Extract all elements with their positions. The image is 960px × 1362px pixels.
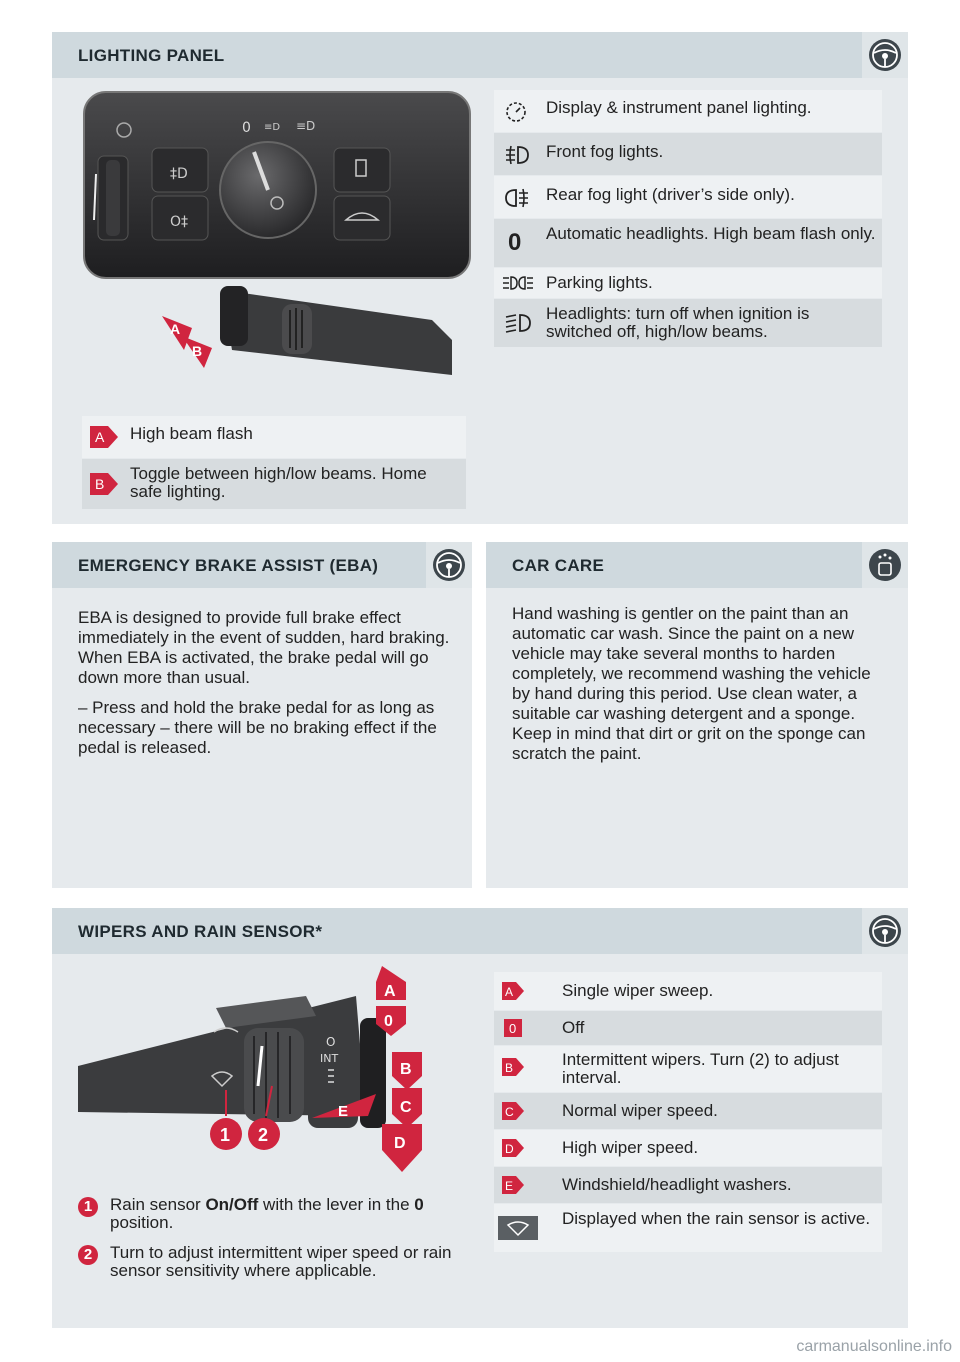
wiper-row-0-text: Off	[562, 1018, 585, 1037]
wiper-row-b	[494, 1046, 882, 1092]
red-arrow-a-marker	[502, 982, 524, 1000]
red-square-zero-marker	[504, 1019, 522, 1037]
note-1	[110, 1196, 470, 1232]
car-care-title: CAR CARE	[512, 556, 605, 575]
svg-text:O‡: O‡	[170, 214, 189, 230]
note-1-bold-onoff: On/Off	[205, 1195, 259, 1214]
svg-text:INT: INT	[320, 1052, 339, 1065]
svg-text:D: D	[394, 1135, 406, 1152]
red-arrow-b-marker	[90, 473, 118, 495]
wiper-row-0	[494, 1011, 882, 1045]
eba-body	[78, 608, 458, 768]
car-care-paragraph: Hand washing is gentler on the paint than an automatic car wash. Since the paint on a new vehicle may take several months to harden completely, we recommend washing the vehicle by hand during this period. Use clean water, a suitable car washing detergent and a sponge. Keep in mind that dirt or grit on the sponge can scratch the paint.	[512, 604, 871, 763]
svg-text:B: B	[505, 1061, 514, 1075]
instrument-lighting-icon	[504, 100, 528, 124]
svg-text:0: 0	[384, 1013, 393, 1030]
eba-title: EMERGENCY BRAKE ASSIST (EBA)	[78, 556, 379, 575]
rain-sensor-icon	[498, 1216, 538, 1240]
svg-text:≡D: ≡D	[296, 119, 316, 133]
lighting-row-5	[494, 268, 882, 298]
wiper-row-c	[494, 1093, 882, 1129]
lighting-row-5-text: Parking lights.	[546, 273, 653, 292]
lever-row-a-text: High beam flash	[130, 424, 253, 443]
note-1-text-b: with the lever in the	[258, 1195, 415, 1214]
car-care-header	[486, 542, 908, 588]
switch-zero-label: 0	[242, 120, 251, 136]
note-1-text-c: position.	[110, 1213, 174, 1232]
svg-text:A: A	[505, 985, 514, 999]
svg-text:B: B	[400, 1061, 412, 1078]
headlights-icon	[504, 311, 532, 335]
car-care-badge	[862, 542, 908, 588]
lighting-row-1	[494, 90, 882, 132]
lever-row-b-text: Toggle between high/low beams. Home safe lighting.	[130, 464, 427, 501]
wiper-row-a	[494, 972, 882, 1010]
lighting-panel-section	[52, 32, 908, 524]
wiper-stalk-illustration	[76, 966, 496, 1188]
note-1-bold-zero: 0	[414, 1195, 424, 1214]
stalk-label-b: B	[192, 343, 203, 359]
steering-wheel-icon	[867, 913, 903, 949]
lighting-row-3-text: Rear fog light (driver’s side only).	[546, 185, 795, 204]
wiper-row-d	[494, 1130, 882, 1166]
svg-text:0: 0	[509, 1021, 517, 1036]
rear-fog-icon	[504, 186, 530, 210]
wiper-row-rain-sensor	[494, 1204, 882, 1252]
stalk-label-a: A	[170, 321, 181, 337]
lighting-panel-header	[52, 32, 908, 78]
svg-text:E: E	[338, 1103, 349, 1120]
red-arrow-e-marker	[502, 1176, 524, 1194]
wiper-row-e	[494, 1167, 882, 1203]
steering-wheel-icon	[431, 547, 467, 583]
wiper-row-rain-sensor-text: Displayed when the rain sensor is active.	[562, 1209, 871, 1228]
note-number-2: 2	[78, 1245, 98, 1265]
watermark: carmanualsonline.info	[796, 1338, 952, 1355]
wipers-steering-wheel-badge	[862, 908, 908, 954]
eba-header	[52, 542, 472, 588]
light-switch-illustration	[82, 90, 472, 280]
svg-text:C: C	[400, 1099, 412, 1116]
parking-lights-icon	[502, 274, 534, 292]
wipers-section	[52, 908, 908, 1328]
car-care-section	[486, 542, 908, 888]
zero-icon: 0	[508, 229, 522, 256]
wiper-row-c-text: Normal wiper speed.	[562, 1101, 718, 1120]
svg-text:A: A	[384, 983, 396, 1000]
lighting-row-2	[494, 133, 882, 175]
note-2: Turn to adjust intermittent wiper speed or rain sensor sensitivity where applicable.	[110, 1243, 452, 1280]
red-arrow-c-marker	[502, 1102, 524, 1120]
lighting-row-1-text: Display & instrument panel lighting.	[546, 98, 812, 117]
svg-text:2: 2	[258, 1125, 269, 1145]
lighting-row-4-text: Automatic headlights. High beam flash only.	[546, 224, 876, 243]
lighting-row-3	[494, 176, 882, 218]
lighting-panel-title: LIGHTING PANEL	[78, 46, 225, 65]
eba-paragraph-2: – Press and hold the brake pedal for as long as necessary – there will be no braking effect if the pedal is released.	[78, 698, 437, 757]
svg-text:≡D: ≡D	[264, 122, 281, 133]
svg-text:B: B	[95, 476, 105, 492]
wiper-row-b-text: Intermittent wipers. Turn (2) to adjust interval.	[562, 1050, 839, 1087]
lever-row-b	[82, 459, 466, 509]
wiper-row-d-text: High wiper speed.	[562, 1138, 699, 1157]
svg-text:C: C	[505, 1105, 514, 1119]
red-arrow-b-marker	[502, 1058, 524, 1076]
svg-text:‡D: ‡D	[170, 166, 188, 182]
eba-section	[52, 542, 472, 888]
note-1-text-a: Rain sensor	[110, 1195, 206, 1214]
wipers-header	[52, 908, 908, 954]
lighting-row-2-text: Front fog lights.	[546, 142, 664, 161]
eba-paragraph-1: EBA is designed to provide full brake effect immediately in the event of sudden, hard braking. When EBA is activated, the brake pedal will go down more than usual.	[78, 608, 450, 687]
light-stalk-illustration	[162, 280, 462, 380]
front-fog-icon	[504, 143, 530, 167]
svg-text:O: O	[326, 1035, 336, 1049]
lighting-row-6-text: Headlights: turn off when ignition is switched off, high/low beams.	[546, 304, 810, 341]
eba-steering-wheel-badge	[426, 542, 472, 588]
red-arrow-d-marker	[502, 1139, 524, 1157]
steering-wheel-icon	[867, 37, 903, 73]
steering-wheel-badge	[862, 32, 908, 78]
wiper-row-e-text: Windshield/headlight washers.	[562, 1175, 792, 1194]
svg-text:1: 1	[220, 1125, 231, 1145]
car-wash-icon	[867, 547, 903, 583]
wipers-title: WIPERS AND RAIN SENSOR*	[78, 922, 323, 941]
wiper-row-a-text: Single wiper sweep.	[562, 981, 714, 1000]
svg-text:A: A	[95, 429, 105, 445]
lever-row-a	[82, 416, 466, 458]
lighting-row-6	[494, 299, 882, 347]
note-number-1: 1	[78, 1197, 98, 1217]
svg-text:D: D	[505, 1142, 514, 1156]
red-arrow-a-marker	[90, 426, 118, 448]
car-care-body	[512, 604, 892, 774]
svg-text:E: E	[505, 1179, 514, 1193]
lighting-row-4	[494, 219, 882, 267]
